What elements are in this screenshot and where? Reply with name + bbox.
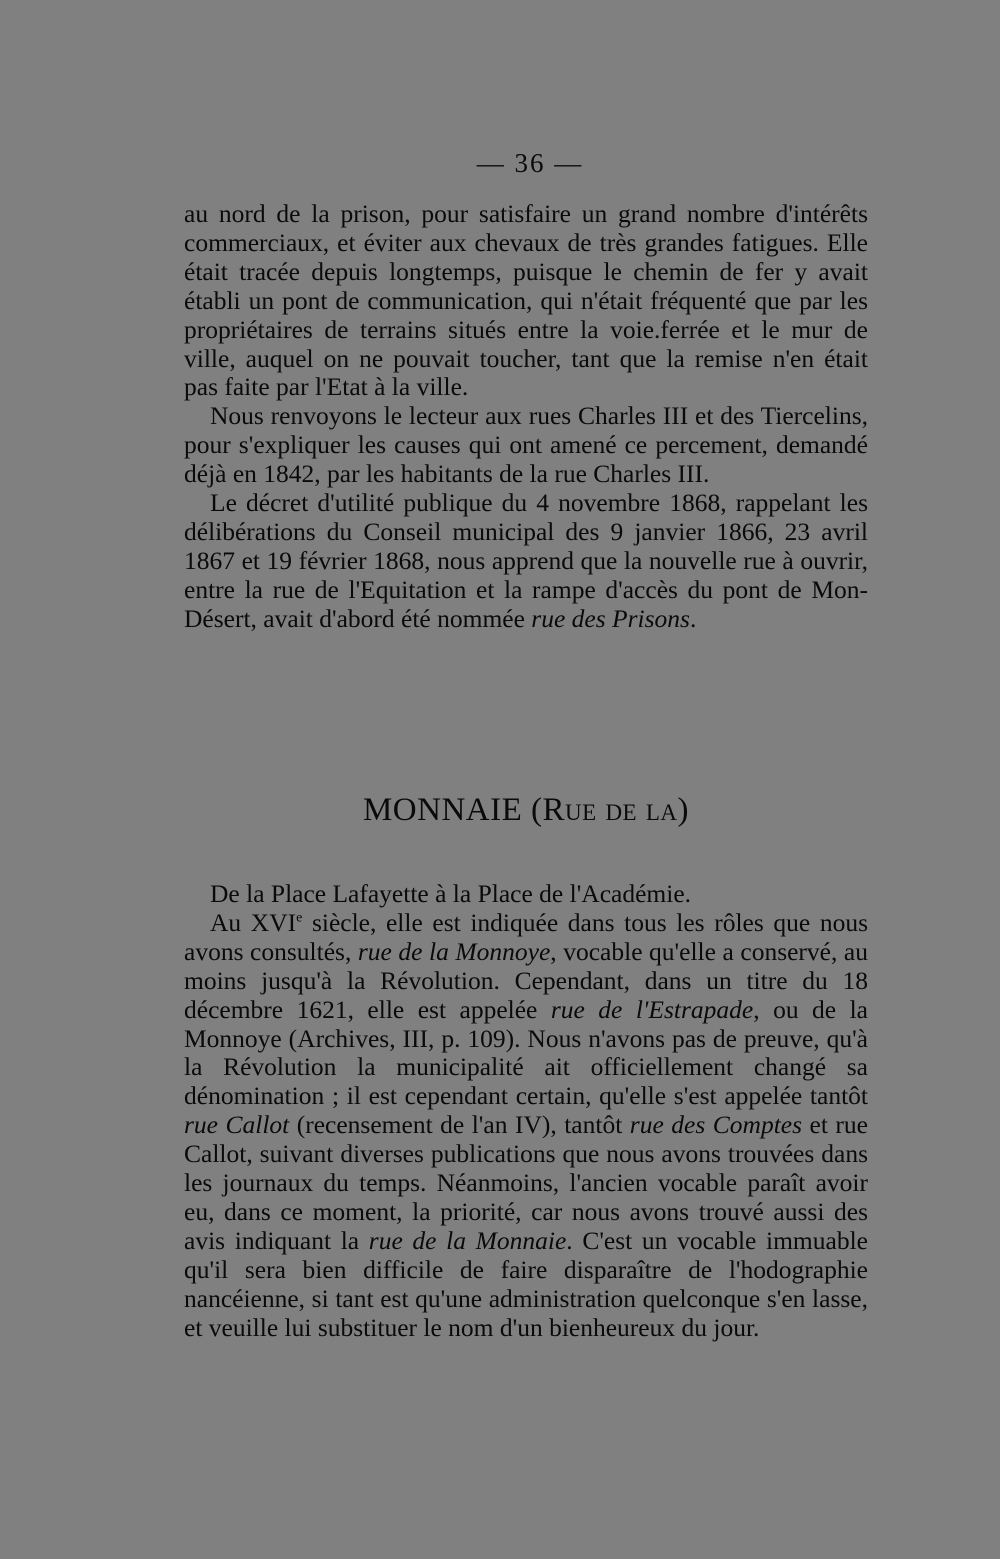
text-block-top — [184, 200, 868, 634]
history-text-g: . C'est un vocable immuable qu'il sera bien difficile de faire disparaître de l'hodographie nancéienne, si tant est qu'une administration quelconque s'en lasse, et veuille lui substituer le nom d'un bienheureux du jour. — [184, 1225, 868, 1342]
rue-de-la-monnaie-italic: rue de la Monnaie — [368, 1225, 567, 1255]
rue-callot-italic: rue Callot — [184, 1110, 290, 1140]
rue-de-l-estrapade-italic: rue de l'Estrapade — [550, 994, 754, 1024]
paragraph-renvoi: Nous renvoyons le lecteur aux rues Charles III et des Tiercelins, pour s'expliquer les causes qui ont amené ce percement, demandé déjà en 1842, par les habitants de la rue Charles III. — [184, 401, 868, 489]
paragraph-continuation: au nord de la prison, pour satisfaire un grand nombre d'intérêts commerciaux, et éviter aux chevaux de très grandes fatigues. Elle était tracée depuis longtemps, puisque le chemin de fer y avait établi un pont de communication, qui n'était fréquenté que par les propriétaires de terrains situés entre la voie.ferrée et le mur de ville, auquel on ne pouvait toucher, tant que la remise n'en était pas faite par l'Etat à la ville. — [184, 199, 868, 402]
history-text-c: , vocable qu'elle a conservé, au moins jusqu'à la Révolution. Cependant, dans un titre du 18 décembre 1621, elle est appelée — [184, 936, 868, 1024]
rue-des-comptes-italic: rue des Comptes — [629, 1110, 803, 1140]
history-text-e: (recensement de l'an IV), tantôt — [289, 1110, 630, 1140]
history-text-b: siècle, elle est indiquée dans tous les rôles que nous avons consultés, — [184, 907, 868, 966]
history-text-a: Au XVI — [210, 907, 297, 937]
paragraph-decret — [184, 489, 868, 634]
section-title: MONNAIE (Rue de la) — [362, 792, 690, 828]
paragraph-location: De la Place Lafayette à la Place de l'Académie. — [210, 879, 692, 908]
history-text-d: , ou de la Monnoye (Archives, III, p. 109). Nous n'avons pas de preuve, qu'à la Révolution la municipalité ait officiellement changé sa dénomination ; il est cependant certain, qu'elle s'est appelée tantôt — [184, 994, 868, 1111]
decret-text: Le décret d'utilité publique du 4 novembre 1868, rappelant les délibérations du Conseil municipal des 9 janvier 1866, 23 avril 1867 et 19 février 1868, nous apprend que la nouvelle rue à ouvrir, entre la rue de l'Equitation et la rampe d'accès du pont de Mon-Désert, avait d'abord été nommée — [184, 488, 868, 633]
rue-de-la-monnoye-italic: rue de la Monnoye — [357, 936, 551, 966]
history-text-f: et rue Callot, suivant diverses publications que nous avons trouvées dans les journaux du temps. Néanmoins, l'ancien vocable paraît avoir eu, dans ce moment, la priorité, car nous avons trouvé aussi des avis indiquant la — [184, 1110, 868, 1255]
paragraph-history — [184, 909, 868, 1343]
century-superscript: e — [296, 910, 303, 926]
text-block-monnaie — [184, 880, 868, 1343]
decret-end: . — [689, 603, 697, 633]
page-number: — 36 — — [476, 148, 584, 178]
rue-des-prisons-italic: rue des Prisons — [531, 603, 690, 633]
